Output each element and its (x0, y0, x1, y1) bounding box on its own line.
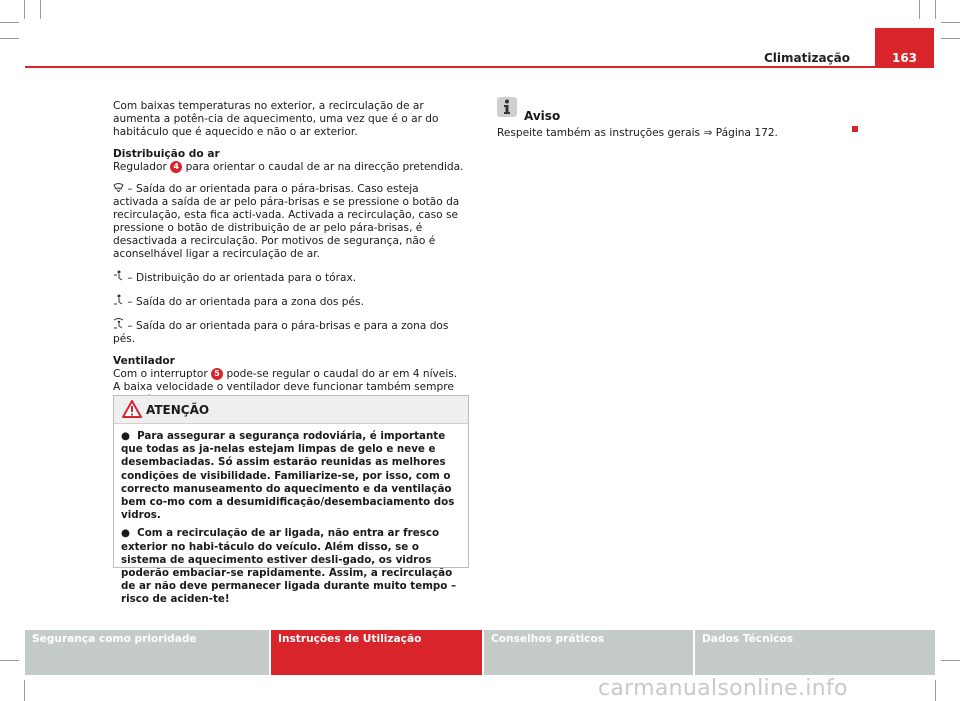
tab-dados[interactable]: Dados Técnicos (695, 630, 935, 675)
crop-mark (24, 680, 25, 701)
warning-bullet-2: ● Com a recirculação de ar ligada, não entra ar fresco exterior no habi-táculo do veículo. Além disso, se o sistema de aquecimento estiver desli-gado, os vidros poderão embaciar-se rapidamente. Assim, a recirculação de ar não deve permanecer ligada durante muito tempo – risco de aciden-te! (121, 527, 457, 606)
crop-mark (0, 22, 19, 23)
torax-item (113, 270, 467, 285)
section-title: Climatização (763, 51, 850, 65)
warning-body (114, 424, 468, 607)
header-rule (25, 66, 934, 68)
note-text[interactable]: Respeite também as instruções gerais ⇒ Página 172. (497, 127, 778, 139)
warning-triangle-icon (122, 400, 142, 422)
tab-seguranca[interactable]: Segurança como prioridade (25, 630, 269, 675)
pes-item-text: – Saída do ar orientada para a zona dos pés. (127, 296, 364, 308)
regulador-paragraph (113, 161, 467, 174)
ventilador-pre: Com o interruptor (113, 368, 208, 380)
crop-mark (941, 38, 960, 39)
watermark: carmanualsonline.info (598, 676, 848, 701)
heading-distribution: Distribuição do ar (113, 148, 220, 160)
windshield-item-text: – Saída do ar orientada para o pára-brisas. Caso esteja activada a saída de ar pelo pára-brisas e se pressione o botão da recirculação, esta fica acti-vada. Activada a recirculação, caso se pressione o botão de distribuição de ar pelo pára-brisas, é desactivada a recirculação. Por motivos de segurança, não é aconselhável ligar a recirculação de ar. (113, 183, 460, 260)
pes-item (113, 294, 467, 309)
heading-ventilador: Ventilador (113, 355, 175, 367)
ventilador-post: pode-se regular o caudal do ar em 4 níveis. A baixa velocidade o ventilador deve funcionar também sempre (113, 368, 458, 393)
warning-header (114, 396, 468, 424)
crop-mark (935, 0, 936, 19)
crop-mark (0, 660, 19, 661)
regulador-pre: Regulador (113, 161, 167, 173)
warning-title: ATENÇÃO (146, 403, 210, 417)
crop-mark (919, 0, 920, 19)
control-5-badge: 5 (211, 368, 223, 380)
warning-bullet-2-text: Com a recirculação de ar ligada, não entra ar fresco exterior no habi-táculo do veículo. Além disso, se o sistema de aquecimento estiver desli-gado, os vidros poderão embaciar-se rapidamente. Assim, a recirculação de ar não deve permanecer ligada durante muito tempo – risco de aciden-te! (121, 527, 457, 606)
crop-mark (941, 660, 960, 661)
windshield-item (113, 183, 467, 261)
chest-air-icon (113, 270, 124, 285)
both-item-text: – Saída do ar orientada para o pára-brisas e para a zona dos pés. (113, 320, 449, 345)
intro-paragraph: Com baixas temperaturas no exterior, a recirculação de ar aumenta a potên-cia de aquecimento, uma vez que é o ar do habitáculo que é aquecido e não o ar exterior. (113, 100, 439, 138)
torax-item-text: – Distribuição do ar orientada para o tórax. (127, 272, 357, 284)
warning-bullet-1: ● Para assegurar a segurança rodoviária, é importante que todas as ja-nelas estejam limpas de gelo e neve e desembaciadas. Só assim estarão reunidas as melhores condições de visibilidade. Familiarize-se, por isso, com o correcto manuseamento do aquecimento e da ventilação bem co-mo com a desumidificação/desembaciamento dos vidros. (121, 430, 455, 522)
tab-conselhos[interactable]: Conselhos práticos (484, 630, 693, 675)
section-end-marker (852, 126, 858, 132)
windshield-feet-air-icon (113, 318, 124, 333)
left-column (113, 100, 467, 416)
control-4-badge: 4 (170, 161, 182, 173)
page-number: 163 (891, 51, 918, 65)
crop-mark (0, 38, 19, 39)
crop-mark (935, 680, 936, 701)
warning-bullet-1-text: Para assegurar a segurança rodoviária, é importante que todas as ja-nelas estejam limpas de gelo e neve e desembaciadas. Só assim estarão reunidas as melhores condições de visibilidade. Familiarize-se, por isso, com o correcto manuseamento do aquecimento e da ventilação bem co-mo com a desumidificação/desembaciamento dos vidros. (121, 430, 455, 522)
crop-mark (40, 0, 41, 19)
regulador-post: para orientar o caudal de ar na direcção pretendida. (185, 161, 464, 173)
note-title: Aviso (524, 109, 561, 123)
both-item (113, 318, 467, 346)
info-icon (497, 97, 517, 117)
crop-mark (941, 22, 960, 23)
warning-box (113, 395, 469, 606)
tab-instrucoes[interactable]: Instruções de Utilização (271, 630, 482, 675)
feet-air-icon (113, 294, 124, 309)
windshield-air-icon (113, 183, 124, 196)
crop-mark (24, 0, 25, 19)
